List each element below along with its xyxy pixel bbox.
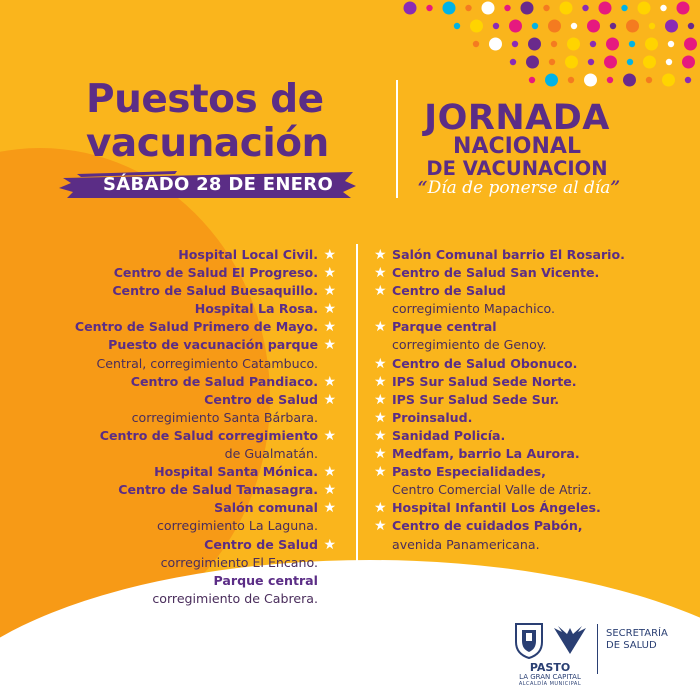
star-icon: ★: [374, 355, 387, 372]
condor-icon: [550, 624, 590, 658]
decorative-dot: [665, 20, 678, 33]
decorative-dot: [443, 2, 456, 15]
star-icon: ★: [374, 464, 387, 481]
location-item: [374, 391, 674, 409]
logo-tagline: LA GRAN CAPITAL: [519, 673, 581, 681]
location-name: IPS Sur Salud Sede Sur.: [392, 391, 560, 407]
star-icon: ★: [374, 247, 387, 263]
location-item: [24, 264, 344, 282]
department-line-2: DE SALUD: [606, 640, 657, 651]
decorative-dot: [404, 2, 417, 15]
slogan-text: Día de ponerse al día: [427, 178, 611, 198]
location-detail: Central, corregimiento Catambuco.: [96, 355, 318, 371]
decorative-dot: [649, 23, 655, 29]
location-detail: corregimiento El Encano.: [160, 554, 318, 570]
star-icon: ★: [323, 319, 336, 336]
location-item: [374, 463, 674, 499]
decorative-dot: [590, 41, 596, 47]
decorative-dot: [454, 23, 460, 29]
star-icon: ★: [374, 427, 387, 444]
location-item: [24, 572, 344, 608]
location-name: IPS Sur Salud Sede Norte.: [392, 373, 577, 389]
decorative-dot: [489, 38, 502, 51]
event-date: SÁBADO 28 DE ENERO: [102, 174, 334, 195]
location-item: [24, 300, 344, 318]
decorative-dot: [571, 23, 577, 29]
decorative-dot: [621, 5, 627, 11]
location-name: Proinsalud.: [392, 409, 473, 425]
decorative-dot: [584, 74, 597, 87]
star-icon: ★: [323, 337, 336, 354]
location-detail: avenida Panamericana.: [392, 536, 540, 552]
location-item: [24, 536, 344, 572]
decorative-dot: [532, 23, 538, 29]
decorative-dot: [568, 77, 574, 83]
star-icon: ★: [323, 247, 336, 263]
slogan-open-quote: “: [417, 178, 428, 198]
location-name: Centro de Salud: [204, 536, 318, 552]
decorative-dot: [682, 56, 695, 69]
location-item: [24, 499, 344, 535]
decorative-dot: [565, 56, 578, 69]
location-item: [374, 409, 674, 427]
department-line-1: SECRETARÍA: [606, 628, 668, 639]
decorative-dot: [426, 5, 432, 11]
location-item: [24, 463, 344, 481]
location-name: Medfam, barrio La Aurora.: [392, 446, 580, 462]
decorative-dot: [543, 5, 549, 11]
slogan-close-quote: ”: [610, 178, 621, 198]
location-name: Centro de Salud Obonuco.: [392, 355, 578, 371]
star-icon: ★: [374, 391, 387, 408]
location-detail: corregimiento Santa Bárbara.: [131, 409, 318, 425]
jornada-line-3: DE VACUNACION: [426, 157, 608, 180]
location-item: [24, 282, 344, 300]
location-name: Parque central: [213, 572, 318, 588]
page-title: [86, 78, 366, 166]
decorative-dot: [493, 23, 499, 29]
location-detail: corregimiento de Cabrera.: [152, 590, 318, 606]
star-icon: ★: [323, 482, 336, 499]
location-name: Centro de Salud Primero de Mayo.: [74, 319, 318, 335]
decorative-dot: [465, 5, 471, 11]
location-item: [374, 517, 674, 553]
star-icon: ★: [374, 283, 387, 300]
star-icon: ★: [323, 391, 336, 408]
star-icon: ★: [323, 283, 336, 300]
department-name: [606, 628, 668, 652]
logo-sub: ALCALDÍA MUNICIPAL: [518, 681, 582, 687]
decorative-dot: [512, 41, 518, 47]
location-name: Pasto Especialidades,: [392, 464, 546, 480]
decorative-dot: [606, 38, 619, 51]
star-icon: ★: [323, 265, 336, 282]
logo-text: [510, 662, 590, 687]
star-icon: ★: [374, 319, 387, 336]
decorative-dot: [629, 41, 635, 47]
location-name: Salón Comunal barrio El Rosario.: [392, 247, 625, 262]
decorative-dot: [677, 2, 690, 15]
decorative-dot: [684, 38, 697, 51]
decorative-dot: [588, 59, 594, 65]
location-item: [374, 318, 674, 354]
decorative-dot: [626, 20, 639, 33]
decorative-dot: [643, 56, 656, 69]
location-item: [374, 373, 674, 391]
decorative-dot: [587, 20, 600, 33]
location-name: Centro de cuidados Pabón,: [392, 518, 583, 534]
location-name: Salón comunal: [214, 500, 318, 516]
title-line-1: Puestos de: [86, 77, 324, 122]
decorative-dot: [607, 77, 613, 83]
star-icon: ★: [323, 500, 336, 517]
location-item: [24, 391, 344, 427]
location-name: Hospital La Rosa.: [194, 301, 318, 317]
logo-divider: [597, 624, 598, 674]
location-name: Centro de Salud El Progreso.: [113, 265, 318, 281]
star-icon: ★: [374, 446, 387, 463]
location-name: Centro de Salud: [392, 283, 506, 299]
star-icon: ★: [374, 265, 387, 282]
decorative-dot: [660, 5, 666, 11]
location-detail: corregimiento Mapachico.: [392, 301, 555, 317]
star-icon: ★: [374, 518, 387, 535]
location-name: Centro de Salud: [204, 391, 318, 407]
star-icon: ★: [374, 500, 387, 517]
location-name: Hospital Santa Mónica.: [154, 464, 318, 480]
decorative-dot: [567, 38, 580, 51]
decorative-dot: [638, 2, 651, 15]
decorative-dot: [548, 20, 561, 33]
location-detail: de Gualmatán.: [224, 446, 318, 462]
star-icon: ★: [323, 572, 336, 589]
star-icon: ★: [323, 536, 336, 553]
star-icon: ★: [374, 373, 387, 390]
decorative-dot: [688, 23, 694, 29]
slogan: [404, 178, 634, 198]
location-name: Centro de Salud San Vicente.: [392, 265, 600, 281]
decorative-dot: [470, 20, 483, 33]
decorative-dot: [604, 56, 617, 69]
decorative-dot: [623, 74, 636, 87]
location-name: Parque central: [392, 319, 497, 335]
left-location-list: [24, 246, 344, 608]
location-name: Centro de Salud Tamasagra.: [118, 482, 318, 498]
list-divider: [356, 244, 358, 606]
location-name: Centro de Salud Buesaquillo.: [112, 283, 318, 299]
location-detail: corregimiento de Genoy.: [392, 337, 547, 353]
location-item: [374, 282, 674, 318]
location-item: [24, 336, 344, 372]
decorative-dot: [521, 2, 534, 15]
location-name: Hospital Local Civil.: [178, 247, 318, 262]
jornada-line-2: NACIONAL: [453, 134, 581, 159]
location-name: Sanidad Policía.: [392, 427, 506, 443]
decorative-dot: [610, 23, 616, 29]
star-icon: ★: [323, 373, 336, 390]
decorative-dot: [599, 2, 612, 15]
location-name: Puesto de vacunación parque: [108, 337, 318, 353]
decorative-dot: [627, 59, 633, 65]
location-item: [374, 445, 674, 463]
decorative-dot: [685, 77, 691, 83]
location-item: [24, 373, 344, 391]
location-item: [374, 246, 674, 264]
right-location-list: [374, 246, 674, 554]
location-item: [24, 427, 344, 463]
decorative-dot: [504, 5, 510, 11]
pasto-logo: [510, 618, 680, 687]
location-detail: corregimiento La Laguna.: [156, 518, 318, 534]
location-name: Centro de Salud corregimiento: [99, 427, 318, 443]
location-item: [24, 481, 344, 499]
decorative-dot: [668, 41, 674, 47]
location-item: [374, 499, 674, 517]
decorative-dot: [666, 59, 672, 65]
decorative-dot: [473, 41, 479, 47]
decorative-dot: [510, 59, 516, 65]
star-icon: ★: [323, 464, 336, 481]
location-item: [374, 264, 674, 282]
decorative-dot: [545, 74, 558, 87]
shield-icon: [514, 622, 544, 660]
decorative-dot: [509, 20, 522, 33]
location-item: [24, 318, 344, 336]
logo-name: PASTO: [529, 661, 571, 674]
location-name: Hospital Infantil Los Ángeles.: [392, 500, 601, 516]
decorative-dot: [482, 2, 495, 15]
location-item: [374, 355, 674, 373]
star-icon: ★: [323, 427, 336, 444]
decorative-dot: [645, 38, 658, 51]
decorative-dot: [560, 2, 573, 15]
decorative-dot: [526, 56, 539, 69]
decorative-dot: [551, 41, 557, 47]
decorative-dot: [549, 59, 555, 65]
star-icon: ★: [374, 409, 387, 426]
title-line-2: vacunación: [86, 121, 329, 166]
decorative-dot: [529, 77, 535, 83]
decorative-dot: [582, 5, 588, 11]
location-item: [24, 246, 344, 264]
jornada-title: [408, 100, 626, 179]
decorative-dot: [662, 74, 675, 87]
location-item: [374, 427, 674, 445]
jornada-line-1: JORNADA: [424, 98, 610, 138]
decorative-dot: [528, 38, 541, 51]
header-divider: [396, 80, 398, 198]
location-detail: Centro Comercial Valle de Atriz.: [392, 482, 592, 498]
decorative-dot: [646, 77, 652, 83]
location-name: Centro de Salud Pandiaco.: [130, 373, 318, 389]
star-icon: ★: [323, 301, 336, 318]
